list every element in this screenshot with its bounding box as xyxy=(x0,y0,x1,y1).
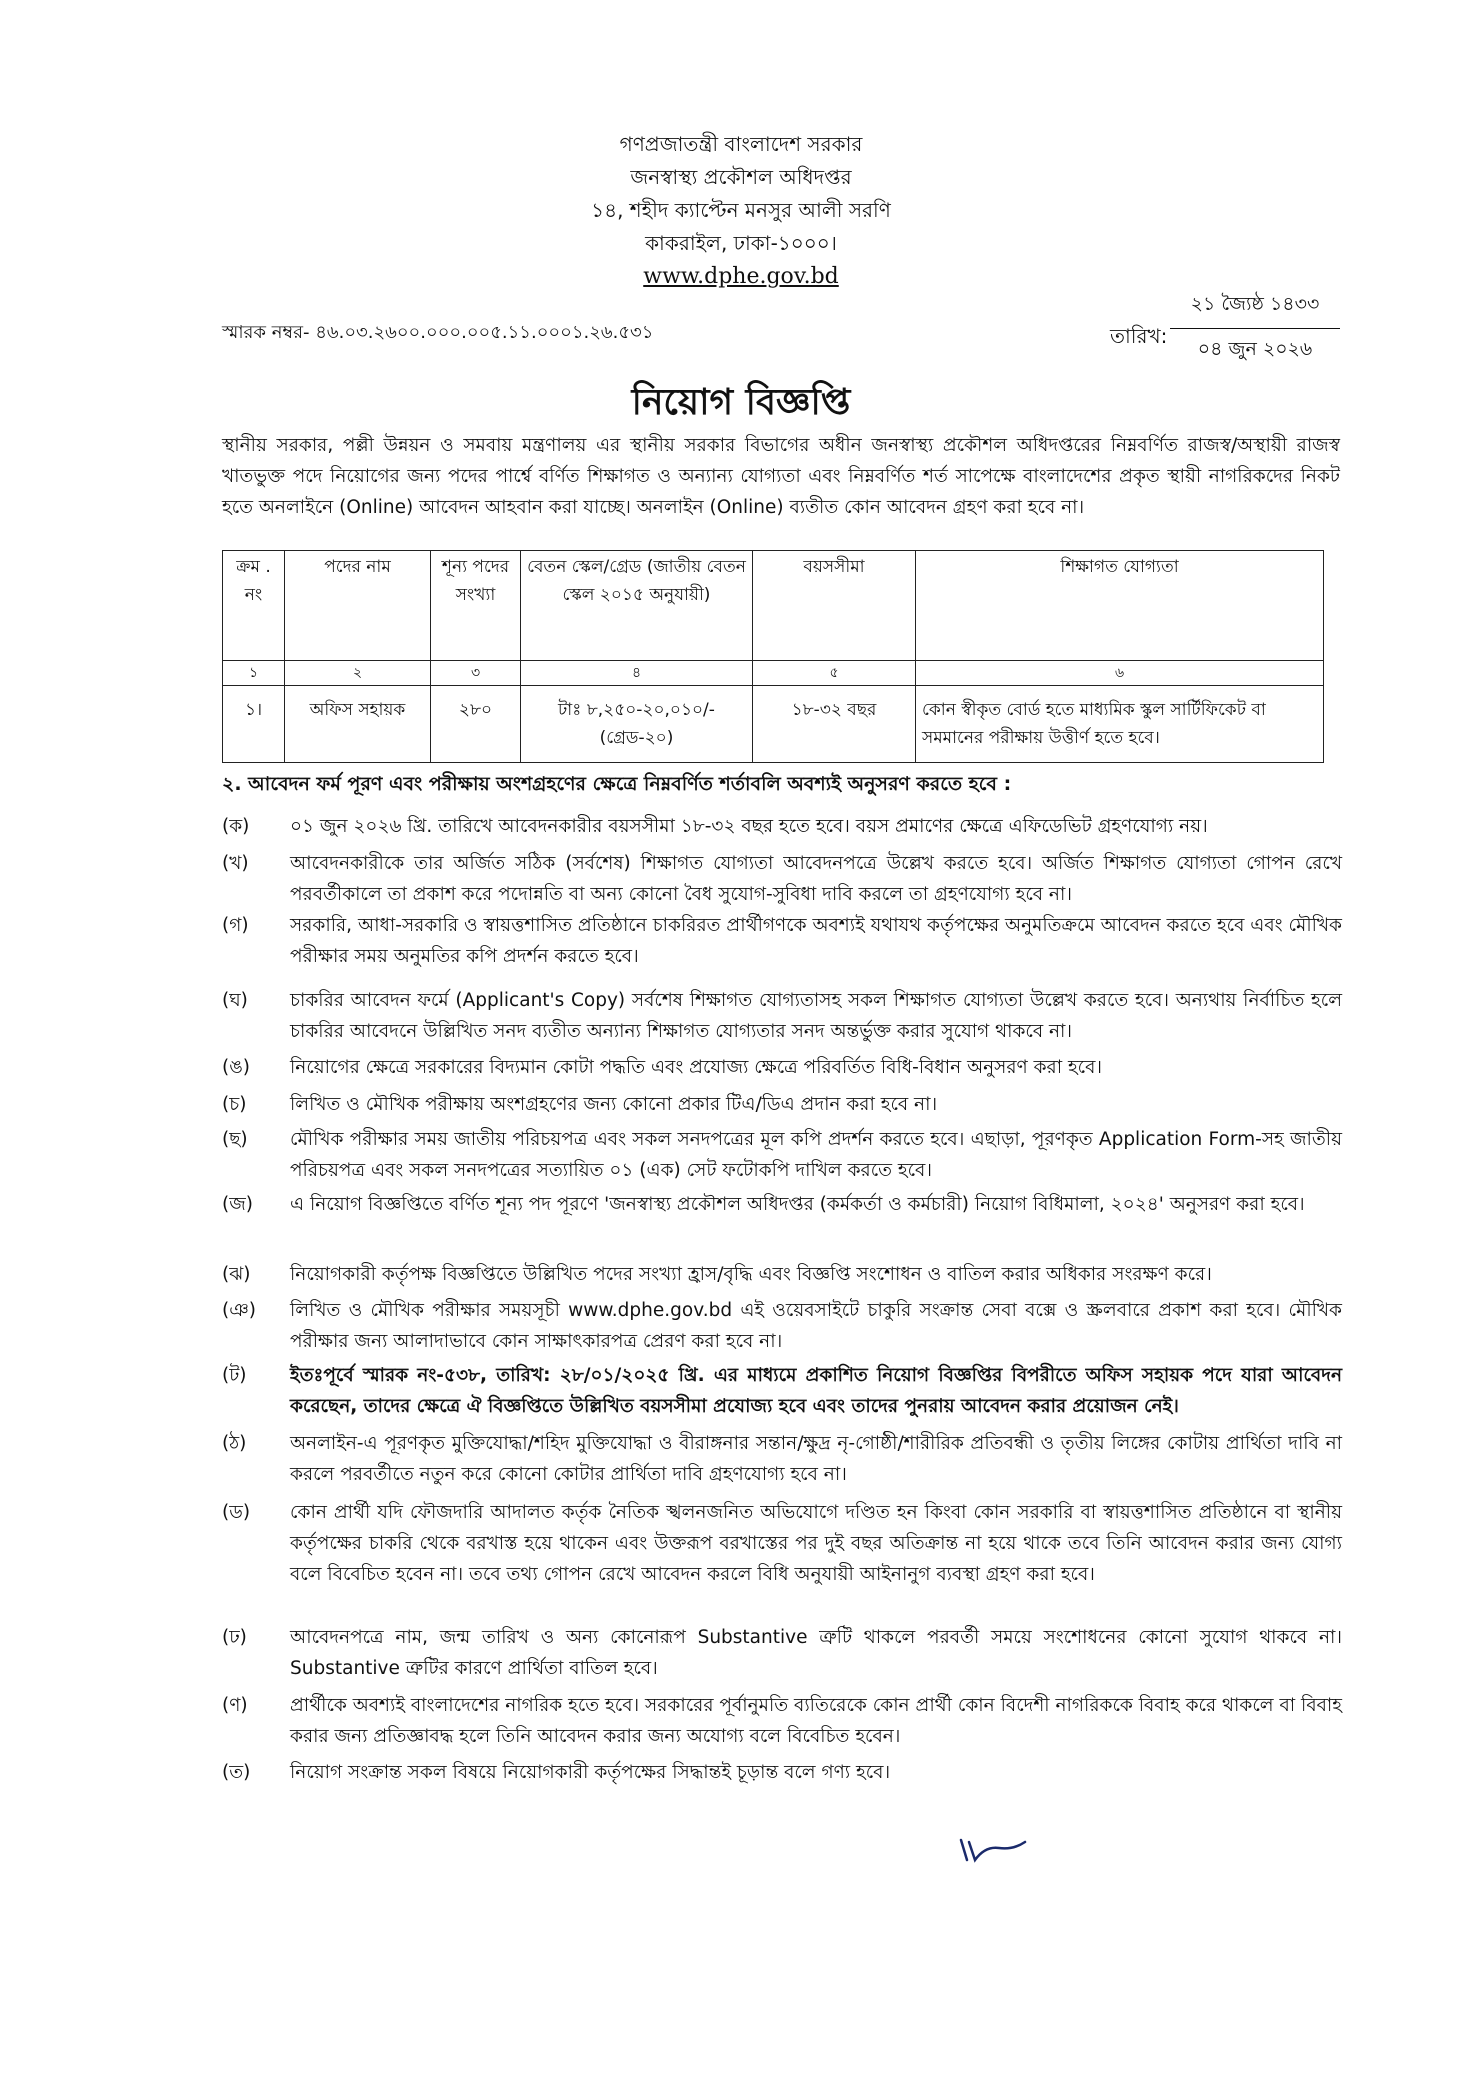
condition-text: প্রার্থীকে অবশ্যই বাংলাদেশের নাগরিক হতে হবে। সরকারের পূর্বানুমতি ব্যতিরেকে কোন প্রার্থী কোন বিদেশী নাগরিককে বিবাহ করে থাকলে বা বিবাহ করার জন্য প্রতিজ্ঞাবদ্ধ হলে তিনি আবেদন করার জন্য অযোগ্য বলে বিবেচিত হবেন। xyxy=(290,1695,1342,1747)
condition-marker: (চ) xyxy=(222,1094,247,1115)
condition-text: এ নিয়োগ বিজ্ঞপ্তিতে বর্ণিত শূন্য পদ পূরণে 'জনস্বাস্থ্য প্রকৌশল অধিদপ্তর (কর্মকর্তা ও কর্মচারী) নিয়োগ বিধিমালা, ২০২৪' অনুসরণ করা হবে। xyxy=(290,1194,1305,1215)
column-number: ৩ xyxy=(431,661,521,686)
condition-item xyxy=(222,1360,1342,1422)
condition-text: মৌখিক পরীক্ষার সময় জাতীয় পরিচয়পত্র এবং সকল সনদপত্রের মূল কপি প্রদর্শন করতে হবে। এছাড়া, পূরণকৃত Application Form-সহ জাতীয় পরিচয়পত্র এবং সকল সনদপত্রের সত্যায়িত ০১ (এক) সেট ফটোকপি দাখিল করতে হবে। xyxy=(290,1129,1342,1181)
condition-marker: (ঝ) xyxy=(222,1264,251,1285)
condition-item xyxy=(222,910,1342,972)
header-post: পদের নাম xyxy=(285,551,431,661)
table-row xyxy=(223,686,1324,763)
condition-item xyxy=(222,1690,1342,1752)
condition-text: লিখিত ও মৌখিক পরীক্ষায় অংশগ্রহণের জন্য কোনো প্রকার টিএ/ডিএ প্রদান করা হবে না। xyxy=(290,1094,938,1115)
intro-paragraph: স্থানীয় সরকার, পল্লী উন্নয়ন ও সমবায় মন্ত্রণালয় এর স্থানীয় সরকার বিভাগের অধীন জনস্বাস্থ্য প্রকৌশল অধিদপ্তরের নিম্নবর্ণিত রাজস্ব/অস্থায়ী রাজস্ব খাতভুক্ত পদে নিয়োগের জন্য পদের পার্শ্বে বর্ণিত শিক্ষাগত ও অন্যান্য যোগ্যতা এবং নিম্নবর্ণিত শর্ত সাপেক্ষে বাংলাদেশের প্রকৃত স্থায়ী নাগরিকদের নিকট হতে অনলাইনে (Online) আবেদন আহবান করা যাচ্ছে। অনলাইন (Online) ব্যতীত কোন আবেদন গ্রহণ করা হবে না। xyxy=(222,435,1340,518)
condition-item xyxy=(222,1259,1342,1290)
department-name: জনস্বাস্থ্য প্রকৌশল অধিদপ্তর xyxy=(630,165,852,189)
condition-item xyxy=(222,1757,1342,1788)
condition-item xyxy=(222,1295,1342,1357)
condition-text: লিখিত ও মৌখিক পরীক্ষার সময়সূচী www.dphe.gov.bd এই ওয়েবসাইটে চাকুরি সংক্রান্ত সেবা বক্সে ও স্ক্রলবারে প্রকাশ করা হবে। মৌখিক পরীক্ষার জন্য আলাদাভাবে কোন সাক্ষাৎকারপত্র প্রেরণ করা হবে না। xyxy=(290,1300,1342,1352)
condition-item xyxy=(222,1189,1342,1220)
column-number: ১ xyxy=(223,661,285,686)
condition-text: আবেদনপত্রে নাম, জন্ম তারিখ ও অন্য কোনোরূপ Substantive ত্রুটি থাকলে পরবর্তী সময়ে সংশোধনের কোনো সুযোগ থাকবে না। Substantive ত্রুটির কারণে প্রার্থিতা বাতিল হবে। xyxy=(290,1627,1342,1679)
column-number: ৬ xyxy=(916,661,1324,686)
condition-item xyxy=(222,1124,1342,1186)
condition-text: চাকরির আবেদন ফর্মে (Applicant's Copy) সর্বশেষ শিক্ষাগত যোগ্যতাসহ সকল শিক্ষাগত যোগ্যতা উল্লেখ করতে হবে। অন্যথায় নির্বাচিত হলে চাকরির আবেদনে উল্লিখিত সনদ ব্যতীত অন্যান্য শিক্ষাগত যোগ্যতার সনদ অন্তর্ভুক্ত করার সুযোগ থাকবে না। xyxy=(290,990,1342,1042)
date-label: তারিখ: xyxy=(1110,324,1168,348)
condition-marker: (ক) xyxy=(222,816,250,837)
condition-marker: (ড) xyxy=(222,1502,251,1523)
column-number: ২ xyxy=(285,661,431,686)
condition-text: ০১ জুন ২০২৬ খ্রি. তারিখে আবেদনকারীর বয়সসীমা ১৮-৩২ বছর হতে হবে। বয়স প্রমাণের ক্ষেত্রে এফিডেভিট গ্রহণযোগ্য নয়। xyxy=(290,816,1208,837)
condition-text: ইতঃপূর্বে স্মারক নং-৫৩৮, তারিখ: ২৮/০১/২০২৫ খ্রি. এর মাধ্যমে প্রকাশিত নিয়োগ বিজ্ঞপ্তির বিপরীতে অফিস সহায়ক পদে যারা আবেদন করেছেন, তাদের ক্ষেত্রে ঐ বিজ্ঞপ্তিতে উল্লিখিত বয়সসীমা প্রযোজ্য হবে এবং তাদের পুনরায় আবেদন করার প্রয়োজন নেই। xyxy=(290,1365,1342,1417)
cell-serial: ১। xyxy=(223,686,285,763)
header-vacancies: শূন্য পদের সংখ্যা xyxy=(431,551,521,661)
condition-text: কোন প্রার্থী যদি ফৌজদারি আদালত কর্তৃক নৈতিক স্খলনজনিত অভিযোগে দণ্ডিত হন কিংবা কোন সরকারি বা স্বায়ত্তশাসিত প্রতিষ্ঠানে বা স্থানীয় কর্তৃপক্ষের চাকরি থেকে বরখাস্ত হয়ে থাকেন এবং উক্তরূপ বরখাস্তের পর দুই বছর অতিক্রান্ত না হয়ে থাকে তবে তিনি আবেদন করার জন্য যোগ্য বলে বিবেচিত হবেন না। তবে তথ্য গোপন রেখে আবেদন করলে বিধি অনুযায়ী আইনানুগ ব্যবস্থা গ্রহণ করা হবে। xyxy=(290,1502,1342,1585)
website-link[interactable]: www.dphe.gov.bd xyxy=(643,264,839,289)
condition-marker: (ঢ) xyxy=(222,1627,247,1648)
condition-text: আবেদনকারীকে তার অর্জিত সঠিক (সর্বশেষ) শিক্ষাগত যোগ্যতা আবেদনপত্রে উল্লেখ করতে হবে। অর্জিত শিক্ষাগত যোগ্যতা গোপন রেখে পরবর্তীকালে তা প্রকাশ করে পদোন্নতি বা অন্য কোনো বৈধ সুযোগ-সুবিধা দাবি করলে তা গ্রহণযোগ্য হবে না। xyxy=(290,853,1342,905)
date-block xyxy=(1170,290,1340,367)
condition-item xyxy=(222,985,1342,1047)
header-serial: ক্রম . নং xyxy=(223,551,285,661)
condition-item xyxy=(222,1089,1342,1120)
vacancy-table xyxy=(222,550,1324,763)
condition-item xyxy=(222,1428,1342,1490)
column-number: ৫ xyxy=(753,661,916,686)
column-number-row xyxy=(223,661,1324,686)
condition-marker: (ঠ) xyxy=(222,1433,247,1454)
condition-item xyxy=(222,811,1342,842)
condition-item xyxy=(222,1622,1342,1684)
condition-marker: (ত) xyxy=(222,1762,251,1783)
condition-marker: (জ) xyxy=(222,1194,253,1215)
letterhead xyxy=(0,128,1482,293)
cell-scale: টাঃ ৮,২৫০-২০,০১০/- (গ্রেড-২০) xyxy=(521,686,753,763)
government-name: গণপ্রজাতন্ত্রী বাংলাদেশ সরকার xyxy=(619,132,863,156)
condition-text: নিয়োগ সংক্রান্ত সকল বিষয়ে নিয়োগকারী কর্তৃপক্ষের সিদ্ধান্তই চূড়ান্ত বলে গণ্য হবে। xyxy=(290,1762,891,1783)
header-scale: বেতন স্কেল/গ্রেড (জাতীয় বেতন স্কেল ২০১৫ অনুযায়ী) xyxy=(521,551,753,661)
condition-item xyxy=(222,848,1342,910)
condition-text: অনলাইন-এ পূরণকৃত মুক্তিযোদ্ধা/শহিদ মুক্তিযোদ্ধা ও বীরাঙ্গনার সন্তান/ক্ষুদ্র নৃ-গোষ্ঠী/শারীরিক প্রতিবন্ধী ও তৃতীয় লিঙ্গের কোটায় প্রার্থিতা দাবি না করলে পরবর্তীতে নতুন করে কোনো কোটার প্রার্থিতা দাবি গ্রহণযোগ্য হবে না। xyxy=(290,1433,1342,1485)
condition-text: নিয়োগের ক্ষেত্রে সরকারের বিদ্যমান কোটা পদ্ধতি এবং প্রযোজ্য ক্ষেত্রে পরিবর্তিত বিধি-বিধান অনুসরণ করা হবে। xyxy=(290,1057,1103,1078)
signature-mark xyxy=(955,1832,1035,1872)
cell-post: অফিস সহায়ক xyxy=(285,686,431,763)
column-number: ৪ xyxy=(521,661,753,686)
cell-age: ১৮-৩২ বছর xyxy=(753,686,916,763)
header-qualification: শিক্ষাগত যোগ্যতা xyxy=(916,551,1324,661)
condition-text: সরকারি, আধা-সরকারি ও স্বায়ত্তশাসিত প্রতিষ্ঠানে চাকরিরত প্রার্থীগণকে অবশ্যই যথাযথ কর্তৃপক্ষের অনুমতিক্রমে আবেদন করতে হবে এবং মৌখিক পরীক্ষার সময় অনুমতির কপি প্রদর্শন করতে হবে। xyxy=(290,915,1342,967)
header-age: বয়সসীমা xyxy=(753,551,916,661)
condition-marker: (ছ) xyxy=(222,1129,248,1150)
notice-title: নিয়োগ বিজ্ঞপ্তি xyxy=(631,382,851,423)
date-bangla: ২১ জ্যৈষ্ঠ ১৪৩৩ xyxy=(1170,290,1340,329)
condition-marker: (ণ) xyxy=(222,1695,248,1716)
condition-marker: (খ) xyxy=(222,853,249,874)
cell-vacancies: ২৮০ xyxy=(431,686,521,763)
condition-item xyxy=(222,1052,1342,1083)
address-line: ১৪, শহীদ ক্যাপ্টেন মনসুর আলী সরণি xyxy=(591,198,891,222)
cell-qualification: কোন স্বীকৃত বোর্ড হতে মাধ্যমিক স্কুল সার্টিফিকেট বা সমমানের পরীক্ষায় উত্তীর্ণ হতে হবে। xyxy=(916,686,1324,763)
condition-marker: (গ) xyxy=(222,915,249,936)
condition-marker: (ঙ) xyxy=(222,1057,251,1078)
condition-marker: (ঘ) xyxy=(222,990,248,1011)
city-line: কাকরাইল, ঢাকা-১০০০। xyxy=(645,231,837,255)
date-gregorian: ০৪ জুন ২০২৬ xyxy=(1197,338,1313,360)
condition-text: নিয়োগকারী কর্তৃপক্ষ বিজ্ঞপ্তিতে উল্লিখিত পদের সংখ্যা হ্রাস/বৃদ্ধি এবং বিজ্ঞপ্তি সংশোধন ও বাতিল করার অধিকার সংরক্ষণ করে। xyxy=(290,1264,1212,1285)
conditions-heading: ২. আবেদন ফর্ম পূরণ এবং পরীক্ষায় অংশগ্রহণের ক্ষেত্রে নিম্নবর্ণিত শর্তাবলি অবশ্যই অনুসরণ করতে হবে : xyxy=(222,773,1012,795)
condition-item xyxy=(222,1497,1342,1590)
condition-marker: (ঞ) xyxy=(222,1300,256,1321)
condition-marker: (ট) xyxy=(222,1365,247,1386)
memo-reference: স্মারক নম্বর- ৪৬.০৩.২৬০০.০০০.০০৫.১১.০০০১.২৬.৫৩১ xyxy=(222,322,654,343)
